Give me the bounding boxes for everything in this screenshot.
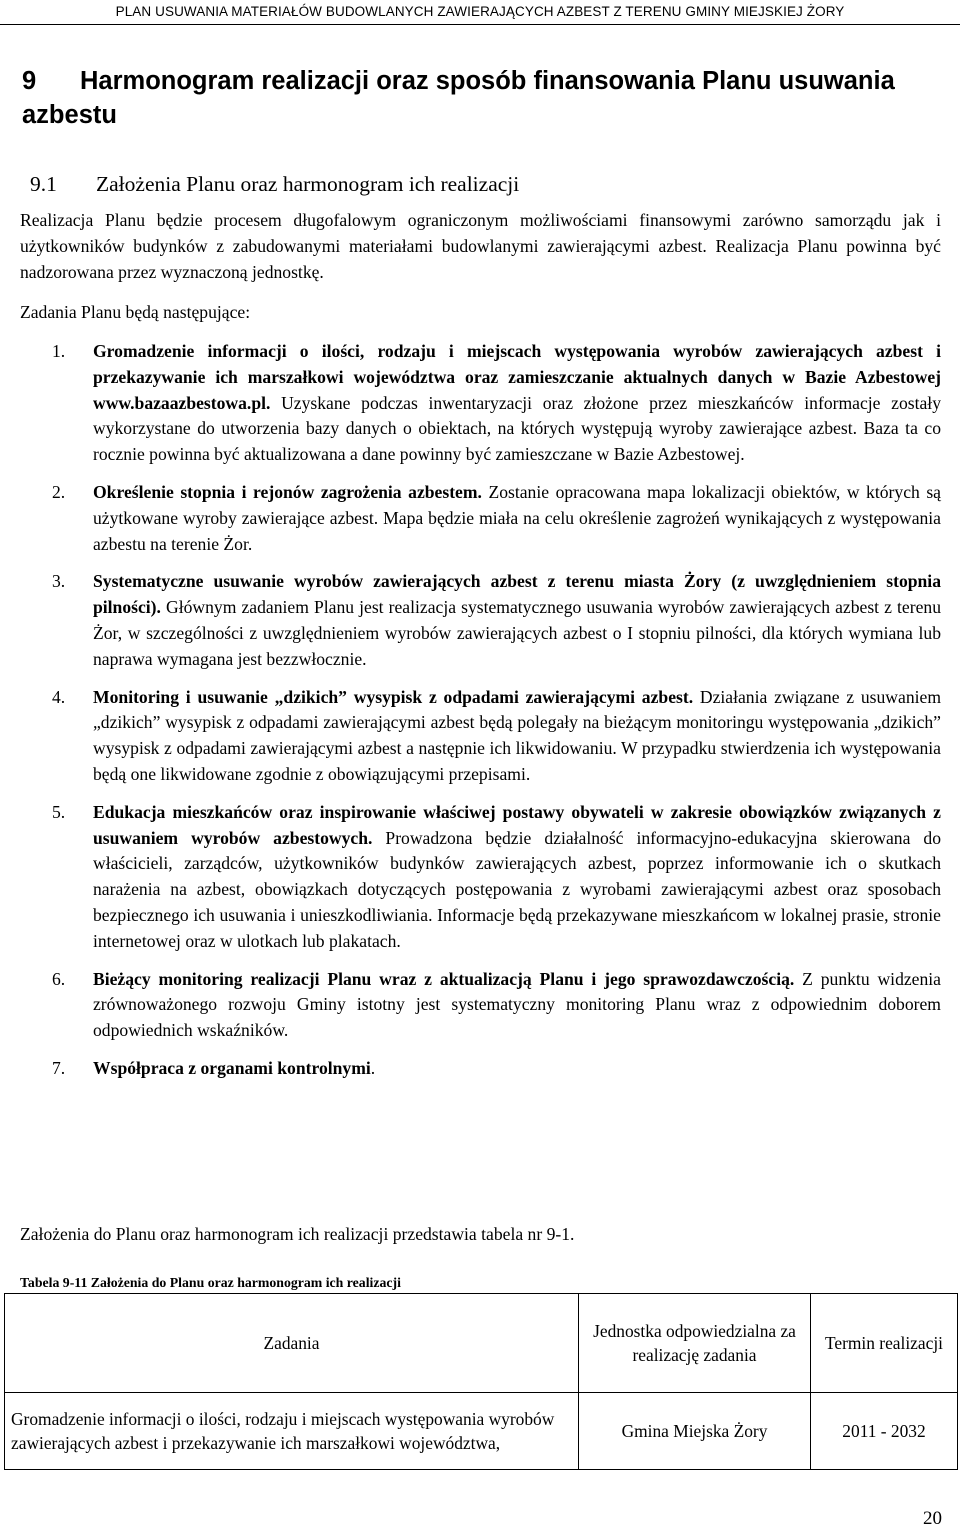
section-heading [30,170,519,198]
table-cell-deadline: 2011 - 2032 [811,1393,958,1470]
task-item [20,800,941,955]
task-number: 7. [52,1057,66,1078]
section-number: 9.1 [30,172,57,196]
task-item [20,480,941,557]
tasks-lead: Zadania Planu będą następujące: [20,302,251,322]
task-number: 6. [52,968,66,989]
running-header-title: PLAN USUWANIA MATERIAŁÓW BUDOWLANYCH ZAWIERAJĄCYCH AZBEST Z TERENU GMINY MIEJSKIEJ ŻORY [115,4,845,19]
chapter-number: 9 [22,67,37,95]
task-description: Zostanie opracowana mapa lokalizacji obiektów, w których są użytkowane wyroby zawierające azbest. Mapa będzie miała na celu określenie zagrożeń wynikających z występowania azbestu na terenie Żor. [93,481,941,554]
schedule-table [4,1293,958,1470]
task-number: 4. [52,686,66,707]
task-title: Określenie stopnia i rejonów zagrożenia azbestem. [93,481,482,502]
table-cell-task: Gromadzenie informacji o ilości, rodzaju i miejscach występowania wyrobów zawierających azbest i przekazywanie ich marszałkowi województwa, [5,1393,579,1470]
task-description: Prowadzona będzie działalność informacyjno-edukacyjna skierowana do właścicieli, zarządców, użytkowników budynków zawierających azbest, poprzez informowanie ich o skutkach narażenia na azbest, obowiązkach dotyczących postępowania z wyrobami zawierającymi azbest oraz sposobach bezpiecznego ich usuwania i unieszkodliwiania. Informacje będą przekazywane mieszkańcom w lokalnej prasie, stronie internetowej oraz w ulotkach lub plakatach. [93,827,941,951]
task-title: Współpraca z organami kontrolnymi [93,1057,371,1078]
task-number: 5. [52,801,66,822]
task-description: Działania związane z usuwaniem „dzikich” wysypisk z odpadami zawierającymi azbest będą polegały na bieżącym monitoringu występowania „dzikich” wysypisk z odpadami zawierającymi azbest a następnie ich likwidowaniu. W przypadku stwierdzenia ich występowania będą one likwidowane zgodnie z obowiązującymi przepisami. [93,686,942,784]
task-description: Z punktu widzenia zrównoważonego rozwoju Gminy istotny jest systematyczny monitoring Planu wraz z odpowiednim doborem odpowiednich wskaźników. [93,968,941,1041]
task-list [20,339,941,1094]
task-item [20,569,941,672]
table-row [5,1393,958,1470]
task-description: Uzyskane podczas inwentaryzacji oraz złożone przez mieszkańców informacje zostały wykorzystane do utworzenia bazy danych o obiektach, na których występują wyroby zawierające azbest. Baza ta co rocznie powinna być aktualizowana a dane powinny być zamieszczane w Bazie Azbestowej. [93,392,941,465]
closing-paragraph: Założenia do Planu oraz harmonogram ich realizacji przedstawia tabela nr 9-1. [20,1224,575,1244]
chapter-title: Harmonogram realizacji oraz sposób finansowania Planu usuwania azbestu [22,67,895,129]
task-title: Gromadzenie informacji o ilości, rodzaju i miejscach występowania wyrobów zawierających azbest i przekazywanie ich marszałkowi województwa oraz zamieszczanie aktualnych danych w Bazie Azbestowej www.bazaazbestowa.pl. [93,341,941,413]
running-header [0,0,960,26]
task-item [20,339,941,468]
column-header-tasks: Zadania [5,1294,579,1393]
table-caption: Tabela 9-11 Założenia do Planu oraz harmonogram ich realizacji [20,1275,401,1290]
page-number: 20 [923,1508,942,1529]
column-header-deadline: Termin realizacji [811,1294,958,1393]
task-title: Monitoring i usuwanie „dzikich” wysypisk z odpadami zawierającymi azbest. [93,686,694,707]
task-title: Bieżący monitoring realizacji Planu wraz z aktualizacją Planu i jego sprawozdawczością. [93,968,795,989]
column-header-responsible-unit: Jednostka odpowiedzialna za realizację zadania [579,1294,811,1393]
task-item [20,967,941,1044]
task-description: Głównym zadaniem Planu jest realizacja systematycznego usuwania wyrobów zawierających azbest z terenu Żor, w szczególności z uwzględnieniem wyrobów zawierających azbest o I stopniu pilności, dla których wymiana lub naprawa wymagana jest bezzwłocznie. [93,597,941,669]
task-item [20,1056,941,1082]
task-title: Edukacja mieszkańców oraz inspirowanie właściwej postawy obywateli w zakresie obowiązków związanych z usuwaniem wyrobów azbestowych. [93,801,941,848]
task-number: 1. [52,341,66,361]
header-rule [0,24,960,25]
chapter-heading [22,64,947,132]
task-number: 2. [52,481,66,502]
task-number: 3. [52,571,66,592]
table-cell-responsible-unit: Gmina Miejska Żory [579,1393,811,1470]
task-description: . [370,1057,376,1078]
table-header-row [5,1294,958,1393]
task-item [20,685,941,788]
section-title: Założenia Planu oraz harmonogram ich realizacji [96,172,520,196]
task-title: Systematyczne usuwanie wyrobów zawierających azbest z terenu miasta Żory (z uwzględnieniem stopnia pilności). [93,571,941,618]
intro-paragraph: Realizacja Planu będzie procesem długofalowym ograniczonym możliwościami finansowymi zarówno samorządu jak i użytkowników budynków z zabudowanymi materiałami budowlanymi zawierającymi azbest. Realizacja Planu powinna być nadzorowana przez wyznaczoną jednostkę. [20,210,941,282]
